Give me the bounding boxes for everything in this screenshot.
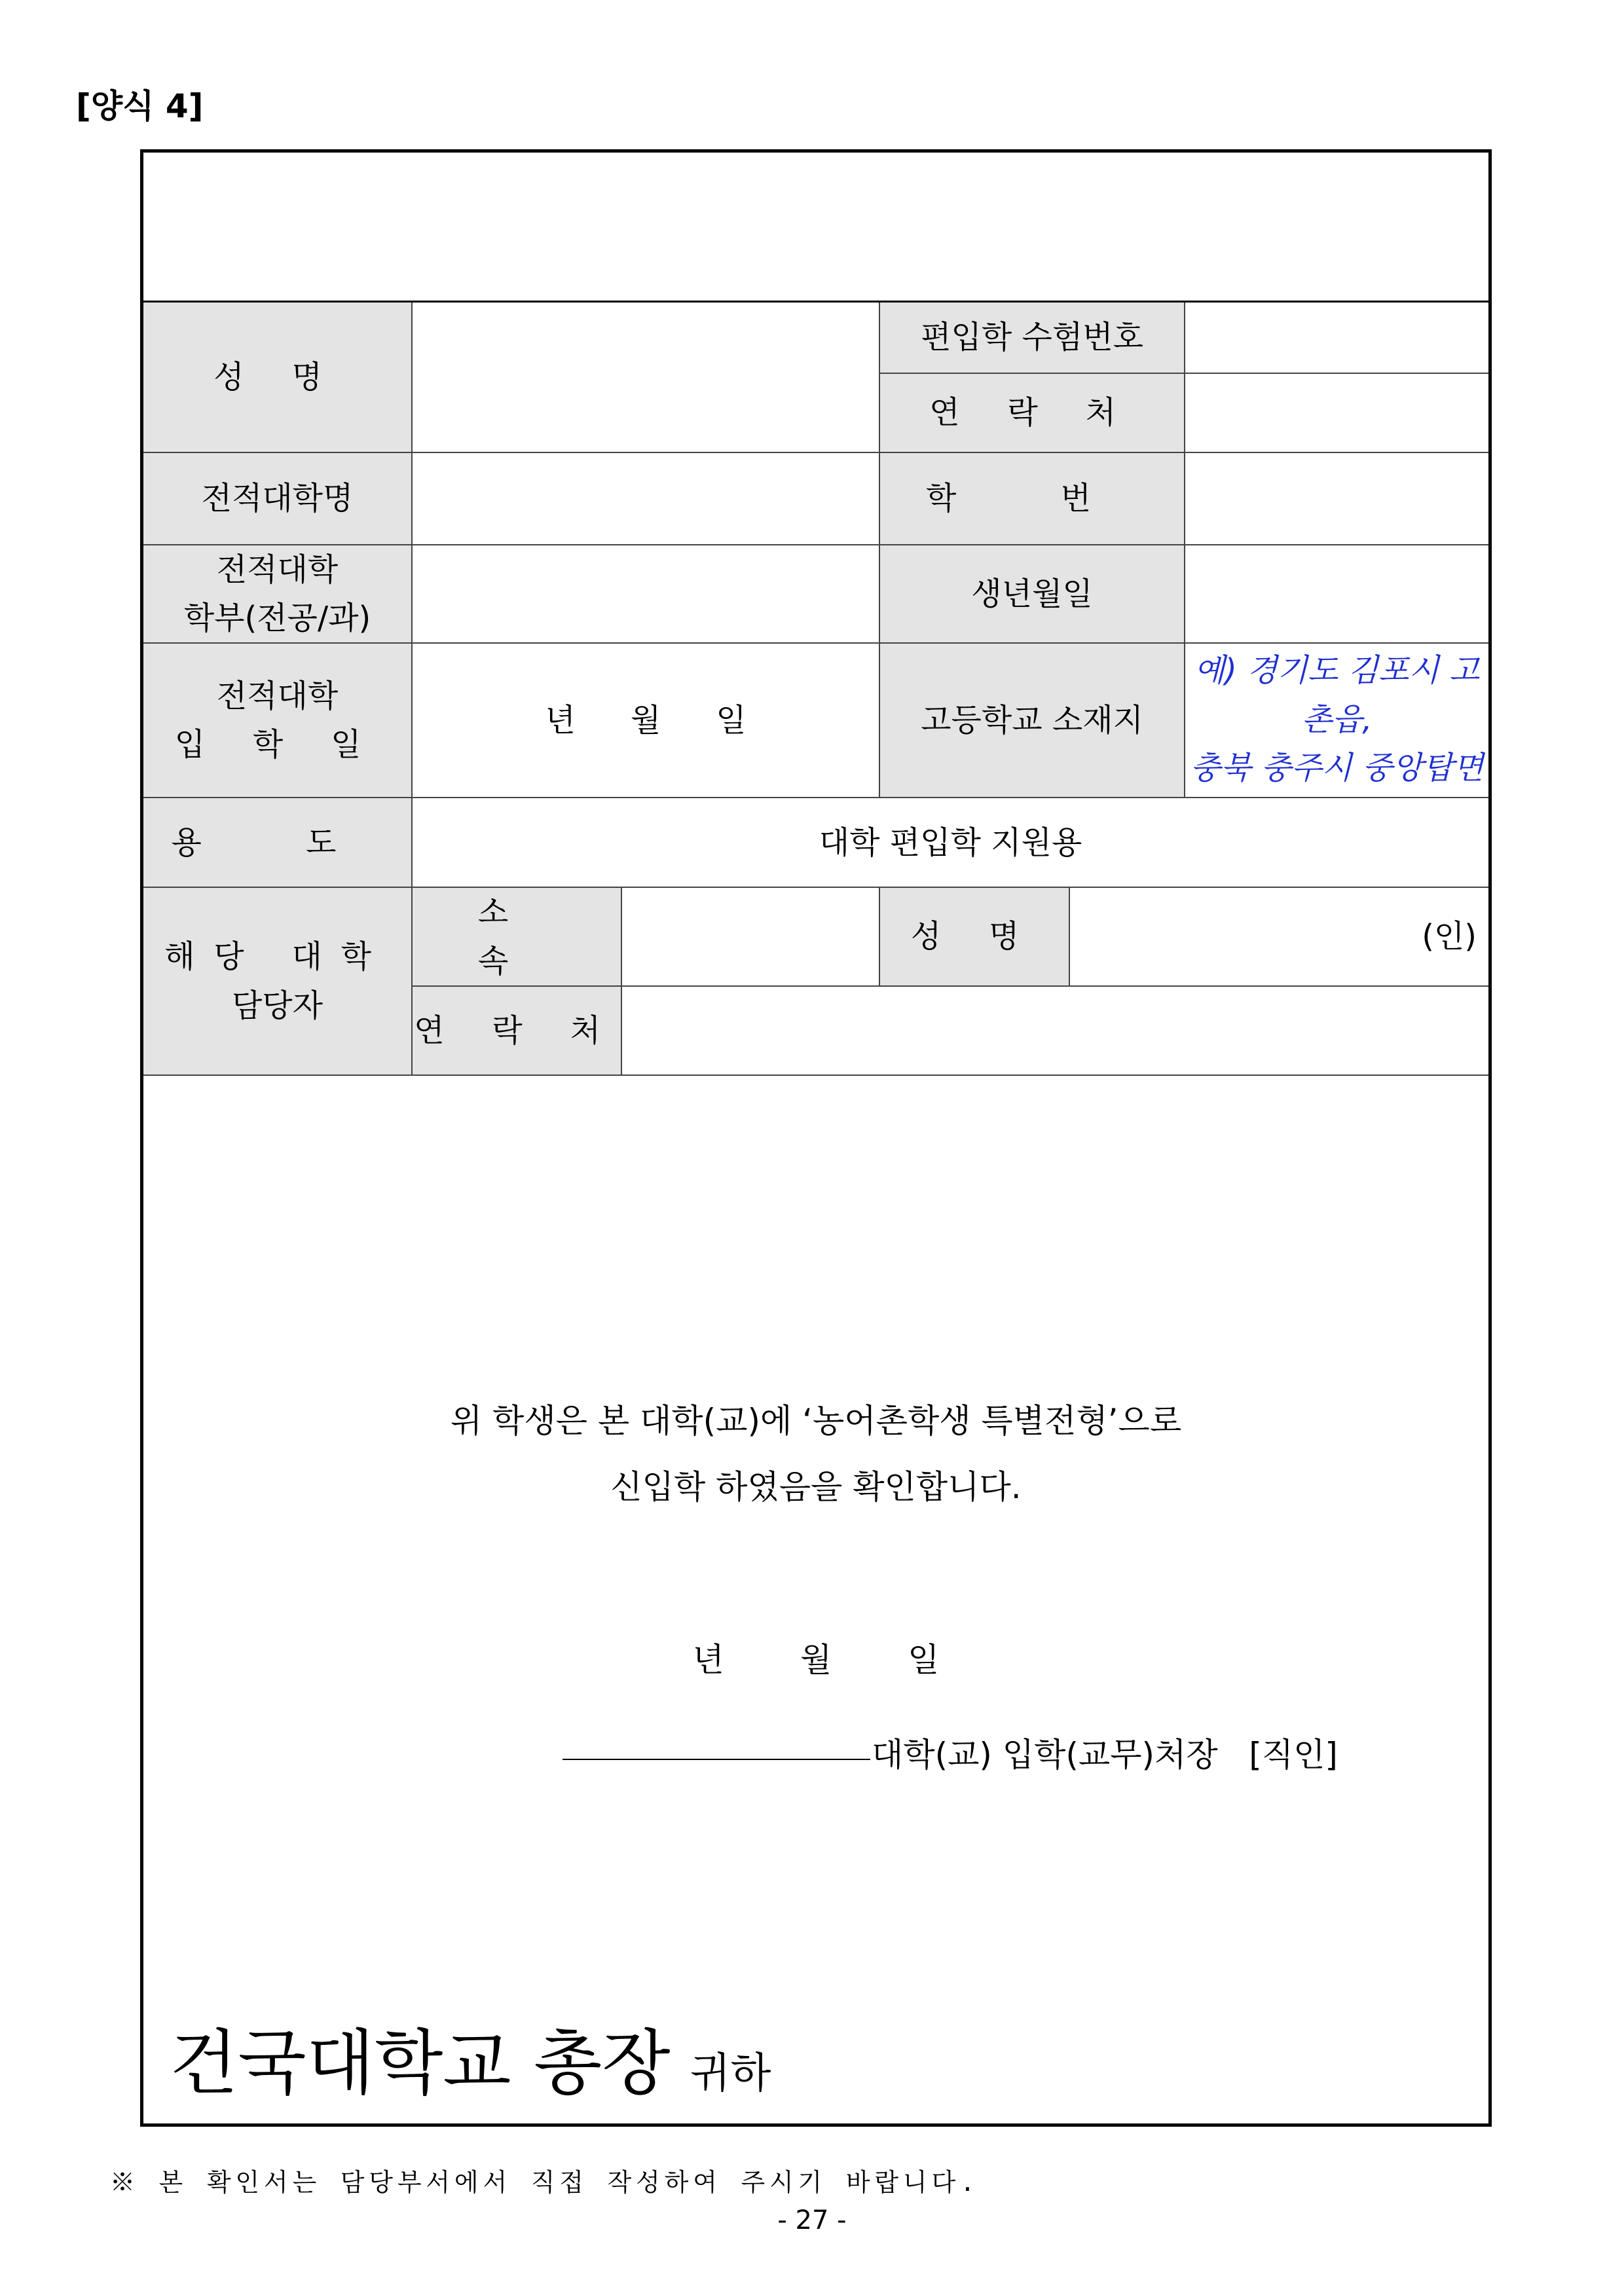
statement-line1: 위 학생은 본 대학(교)에 ‘농어촌학생 특별전형’으로 (450, 1402, 1182, 1440)
entry-date-label (143, 643, 412, 798)
student-number-label: 학 번 (879, 452, 1185, 545)
entry-day-unit: 일 (716, 702, 747, 739)
issue-year-unit: 년 (692, 1641, 724, 1679)
addressee (170, 2023, 771, 2104)
officer-name-field[interactable] (1069, 887, 1488, 986)
previous-university-label: 전적대학명 (143, 452, 412, 545)
addressee-suffix: 귀하 (690, 2049, 771, 2098)
form-title-area (143, 153, 1488, 301)
officer-name-label: 성 명 (879, 887, 1069, 986)
location-example-line1: 예) 경기도 김포시 고촌읍, (1194, 652, 1480, 738)
previous-department-label-line2: 학부(전공/과) (183, 599, 371, 636)
entry-date-label-line2: 입 학 일 (174, 726, 380, 763)
statement-line2: 신입학 하였음을 확인합니다. (610, 1468, 1022, 1506)
issue-day-unit: 일 (908, 1641, 940, 1679)
officer-label-line2: 담당자 (231, 987, 323, 1024)
previous-department-label-line1: 전적대학 (216, 551, 339, 588)
contact-label: 연 락 처 (879, 373, 1185, 452)
exam-number-field[interactable] (1185, 302, 1488, 373)
entry-year-unit: 년 (545, 702, 576, 739)
exam-number-label: 편입학 수험번호 (879, 302, 1185, 373)
page-number: - 27 - (777, 2205, 847, 2235)
entry-date-field[interactable] (412, 643, 879, 798)
issue-date (143, 1634, 1488, 1681)
entry-month-unit: 월 (630, 702, 661, 739)
previous-university-field[interactable] (412, 452, 879, 545)
entry-date-label-line1: 전적대학 (216, 677, 339, 714)
officer-contact-label: 연 락 처 (412, 986, 621, 1075)
high-school-location-field[interactable] (1185, 643, 1488, 798)
location-example-line2: 충북 충주시 중앙탑면 (1190, 750, 1484, 787)
previous-department-field[interactable] (412, 545, 879, 644)
purpose-label: 용 도 (143, 798, 412, 887)
birth-date-field[interactable] (1185, 545, 1488, 644)
officer-label (143, 887, 412, 1075)
name-field[interactable] (412, 302, 879, 452)
addressee-name: 건국대학교 총장 (170, 2023, 671, 2104)
affiliation-label: 소 속 (412, 887, 621, 986)
form-number-label: [양식 4] (76, 87, 204, 125)
contact-field[interactable] (1185, 373, 1488, 452)
footnote: ※ 본 확인서는 담당부서에서 직접 작성하여 주시기 바랍니다. (110, 2168, 980, 2197)
student-info-table (143, 301, 1488, 1076)
affiliation-field[interactable] (621, 887, 879, 986)
officer-contact-field[interactable] (621, 986, 1488, 1075)
issue-month-unit: 월 (800, 1641, 832, 1679)
signer-title: 대학(교) 입학(교무)처장 [직인] (872, 1736, 1338, 1774)
officer-label-line1: 해당 대학 (164, 938, 390, 976)
high-school-location-label: 고등학교 소재지 (879, 643, 1185, 798)
confirmation-form (140, 149, 1492, 2127)
student-number-field[interactable] (1185, 452, 1488, 545)
name-label: 성 명 (143, 302, 412, 452)
purpose-value: 대학 편입학 지원용 (412, 798, 1488, 887)
birth-date-label: 생년월일 (879, 545, 1185, 644)
previous-department-label (143, 545, 412, 644)
seal-mark: (인) (1422, 918, 1477, 955)
signature-line[interactable] (563, 1759, 870, 1760)
